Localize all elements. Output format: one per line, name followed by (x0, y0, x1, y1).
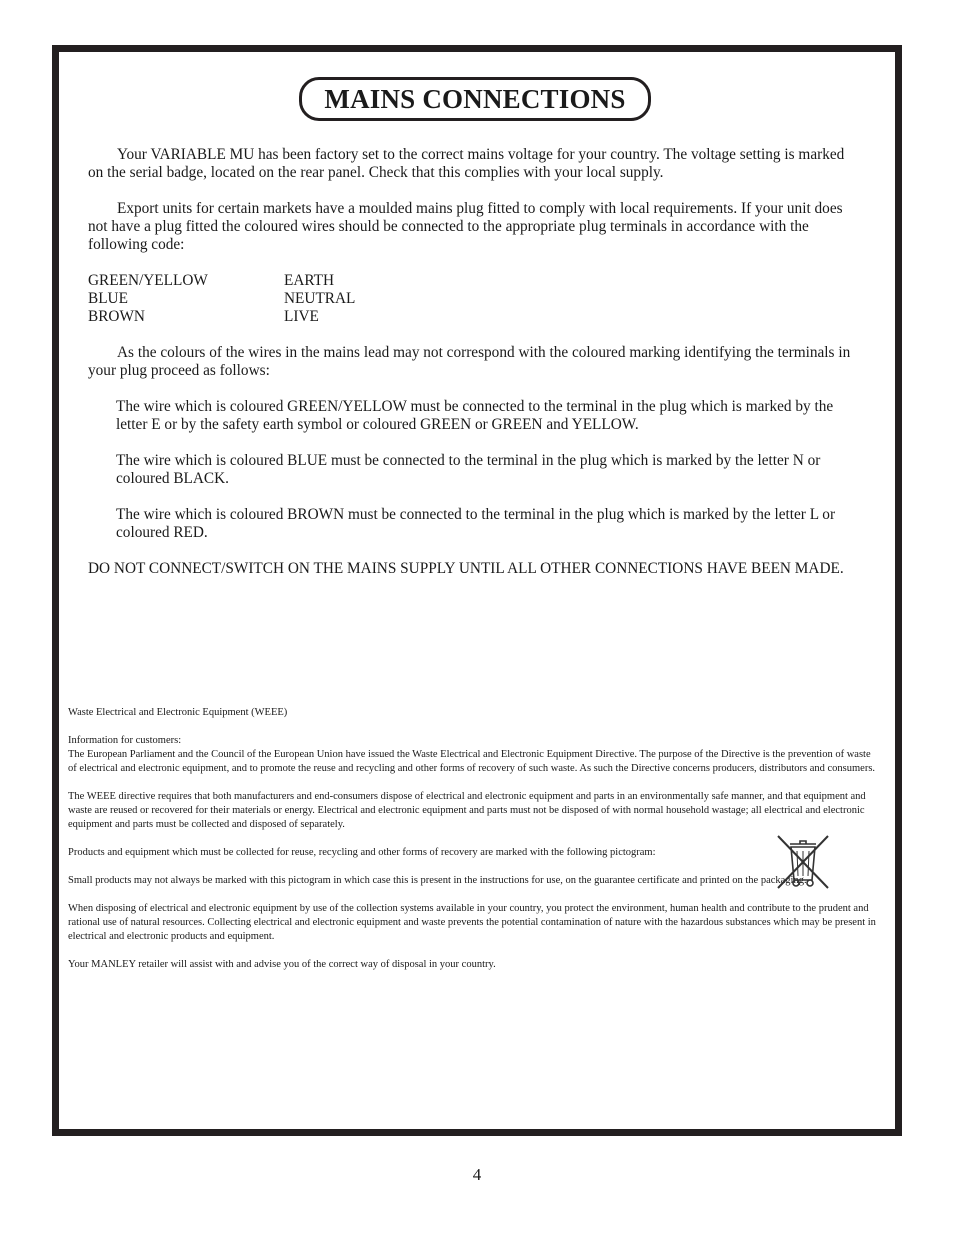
page-number: 4 (472, 1165, 482, 1184)
weee-pictogram-text: Products and equipment which must be collected for reuse, recycling and other forms of recovery are marked with the following pictogram: (68, 847, 656, 858)
rule-brown: The wire which is coloured BROWN must be connected to the terminal in the plug which is marked by the letter L or coloured RED. (116, 506, 836, 541)
page-title: MAINS CONNECTIONS (324, 83, 626, 114)
title-box (299, 77, 651, 121)
crossed-out-wheelie-bin-icon (772, 830, 834, 892)
terminal-name: LIVE (284, 308, 319, 325)
weee-disposing: When disposing of electrical and electronic equipment by use of the collection systems available in your country, you protect the environment, human health and contribute to the prudent and rational use of natural resources. Collecting electrical and electronic equipment and waste prevents the potential contamination of nature with the hazardous substances which may be present in electrical and electronic products and equipment. (68, 903, 876, 942)
colours-paragraph: As the colours of the wires in the mains lead may not correspond with the coloured marking identifying the terminals in your plug proceed as follows: (88, 344, 851, 379)
main-content (88, 146, 863, 596)
wire-code-table (88, 272, 863, 326)
terminal-name: NEUTRAL (284, 290, 356, 307)
code-row (88, 290, 863, 308)
weee-small-products: Small products may not always be marked with this pictogram in which case this is present in the instructions for use, on the guarantee certificate and printed on the packaging. (68, 875, 807, 886)
wire-colour: BROWN (88, 308, 145, 325)
weee-section (68, 706, 881, 986)
weee-retailer: Your MANLEY retailer will assist with and advise you of the correct way of disposal in your country. (68, 959, 496, 970)
rule-blue: The wire which is coloured BLUE must be connected to the terminal in the plug which is marked by the letter N or coloured BLACK. (116, 452, 821, 487)
wire-colour: GREEN/YELLOW (88, 272, 208, 289)
code-row (88, 308, 863, 326)
export-paragraph: Export units for certain markets have a moulded mains plug fitted to comply with local requirements. If your unit does not have a plug fitted the coloured wires should be connected to the appropriate plug terminals in accordance with the following code: (88, 200, 843, 253)
weee-info-text: The European Parliament and the Council of the European Union have issued the Waste Electrical and Electronic Equipment Directive. The purpose of the Directive is the prevention of waste of electrical and electronic equipment, and to promote the reuse and recycling and other forms of recovery of such waste. As such the Directive concerns producers, distributors and consumers. (68, 749, 876, 774)
code-row (88, 272, 863, 290)
rule-green-yellow: The wire which is coloured GREEN/YELLOW must be connected to the terminal in the plug which is marked by the letter E or by the safety earth symbol or coloured GREEN or GREEN and YELLOW. (116, 398, 834, 433)
terminal-name: EARTH (284, 272, 335, 289)
weee-info-label: Information for customers: (68, 735, 182, 746)
warning-text: DO NOT CONNECT/SWITCH ON THE MAINS SUPPLY UNTIL ALL OTHER CONNECTIONS HAVE BEEN MADE. (88, 560, 844, 577)
weee-directive: The WEEE directive requires that both manufacturers and end-consumers dispose of electrical and electronic equipment and parts in an environmentally safe manner, and that equipment and waste are reused or recovered for their materials or energy. Electrical and electronic equipment and parts must not be disposed of with normal household wastage; all electrical and electronic equipment and parts must be collected and disposed of separately. (68, 791, 866, 830)
wire-colour: BLUE (88, 290, 128, 307)
weee-info (68, 734, 881, 776)
weee-heading: Waste Electrical and Electronic Equipment (WEEE) (68, 707, 288, 718)
intro-paragraph: Your VARIABLE MU has been factory set to the correct mains voltage for your country. The voltage setting is marked on the serial badge, located on the rear panel. Check that this complies with your local supply. (88, 146, 845, 181)
